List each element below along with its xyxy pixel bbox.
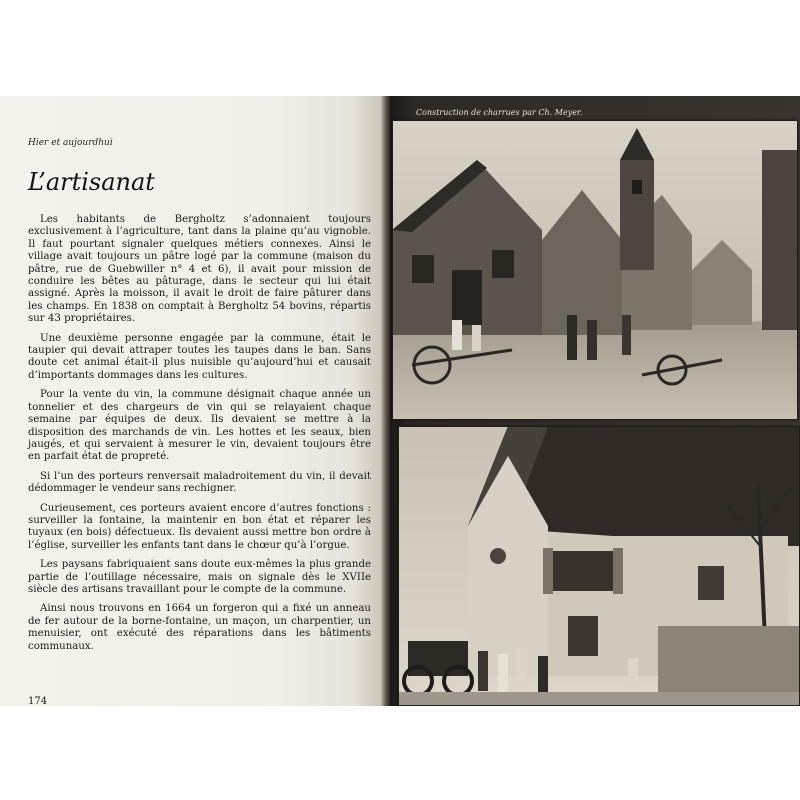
- paragraph-7: Ainsi nous trouvons en 1664 un forgeron qui a fixé un anneau de fer autour de la borne-fontaine, un maçon, un charpentier, un menuisier, ont exécuté des réparations dans les bâtiments communaux.: [28, 603, 371, 652]
- right-page: [390, 96, 800, 706]
- page-number: 174: [28, 696, 48, 706]
- paragraph-6: Les paysans fabriquaient sans doute eux-mêmes la plus grande partie de l’outillage nécessaire, mais on signale dès le XVIIe siècle des artisans travaillant pour le compte de la commune.: [28, 559, 371, 595]
- paragraph-1: Les habitants de Bergholtz s’adonnaient toujours exclusivement à l’agriculture, tant dans la plaine qu’au vignoble. Il faut pourtant signaler quelques métiers connexes. Ainsi le village avait toujours un pâtre logé par la commune (maison du pâtre, rue de Guebwiller n° 4 et 6), il avait pour mission de conduire les bêtes au pâturage, dans le secteur qui lui était assigné. Après la moisson, il avait le droit de faire pâturer dans les champs. En 1838 on comptait à Bergholtz 54 bovins, répartis sur 43 propriétaires.: [28, 214, 371, 325]
- paragraph-3: Pour la vente du vin, la commune désignait chaque année un tonnelier et des chargeurs de vin qui se relayaient chaque semaine par équipes de deux. Ils devaient se mettre à la disposition des marchands de vin. Les hottes et les seaux, bien jaugés, et qui servaient à mesurer le vin, devaient toujours être en parfait état de propreté.: [28, 389, 371, 463]
- house-photo: [398, 426, 800, 706]
- street-photo: [392, 120, 798, 420]
- paragraph-2: Une deuxième personne engagée par la commune, était le taupier qui devait attraper toutes les taupes dans le ban. Sans doute cet animal était-il plus nuisible qu’aujourd’hui et causait d’importants dommages dans les cultures.: [28, 332, 371, 381]
- paragraph-5: Curieusement, ces porteurs avaient encore d’autres fonctions : surveiller la fontaine, la maintenir en bon état et réparer les tuyaux (en bois) défectueux. Ils devaient aussi mettre bon ordre à l’église, surveiller les enfants tant dans le chœur qu’à l’orgue.: [28, 502, 371, 551]
- left-page: [0, 96, 383, 706]
- chapter-title: L’artisanat: [28, 168, 155, 196]
- body-text: [28, 214, 371, 660]
- paragraph-4: Si l’un des porteurs renversait maladroitement du vin, il devait dédommager le vendeur sans rechigner.: [28, 470, 371, 495]
- photo-caption: Construction de charrues par Ch. Meyer.: [416, 108, 583, 117]
- running-head: Hier et aujourdhui: [28, 138, 113, 148]
